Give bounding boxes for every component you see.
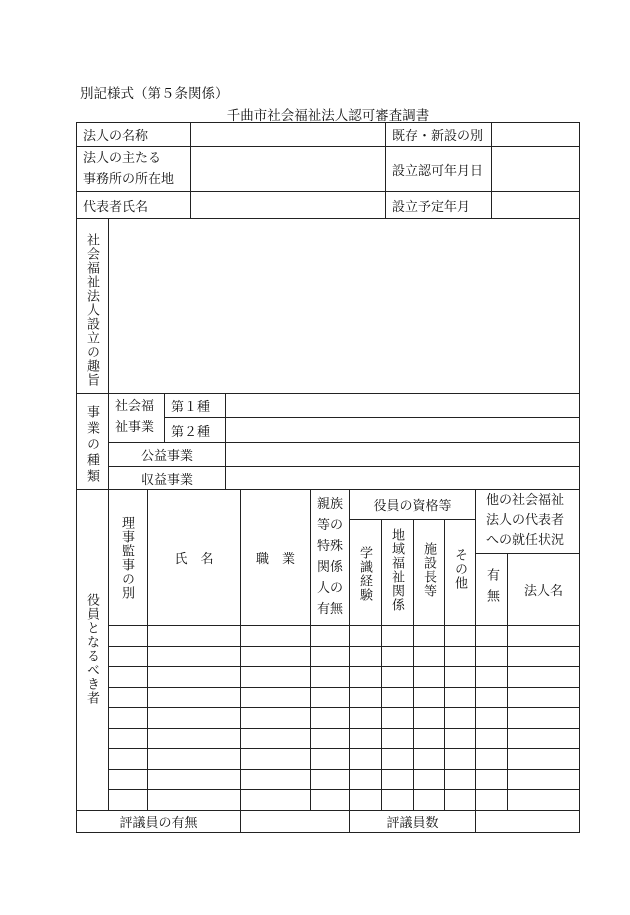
officer-cell-director[interactable]: [413, 626, 444, 646]
office-label: [77, 147, 190, 191]
type1-label: 第１種: [164, 394, 225, 418]
purpose-field[interactable]: [108, 219, 579, 393]
office-field[interactable]: [190, 147, 385, 191]
officer-cell-name[interactable]: [147, 647, 240, 667]
profit-business-field[interactable]: [225, 466, 579, 489]
officer-cell-other-yesno[interactable]: [475, 708, 507, 728]
type1-field[interactable]: [225, 394, 579, 418]
officer-cell-community[interactable]: [381, 647, 413, 667]
officer-cell-relatives[interactable]: [310, 626, 349, 646]
corp-name-label: 法人の名称: [83, 129, 149, 144]
officer-row: [108, 707, 579, 728]
officer-cell-job[interactable]: [240, 667, 310, 687]
officer-cell-role[interactable]: [108, 770, 147, 790]
officer-cell-director[interactable]: [413, 688, 444, 708]
planned-date-field[interactable]: [491, 192, 579, 218]
officer-row: [108, 625, 579, 646]
officer-cell-other-yesno[interactable]: [475, 667, 507, 687]
officer-cell-community[interactable]: [381, 667, 413, 687]
officer-cell-other-yesno[interactable]: [475, 729, 507, 749]
qual-community-header: 地域福祉関係: [381, 520, 413, 625]
officer-cell-academic[interactable]: [349, 667, 381, 687]
corp-name-field[interactable]: [190, 123, 385, 146]
other-corp-name-header: 法人名: [507, 554, 579, 625]
officer-cell-community[interactable]: [381, 770, 413, 790]
business-label: 事業の種類: [84, 405, 99, 485]
officer-cell-academic[interactable]: [349, 626, 381, 646]
existing-new-field[interactable]: [491, 123, 579, 146]
public-business-label: 公益事業: [108, 442, 225, 466]
officer-cell-role[interactable]: [108, 790, 147, 810]
officer-cell-other-yesno[interactable]: [475, 749, 507, 769]
officer-cell-name[interactable]: [147, 626, 240, 646]
approval-date-field[interactable]: [491, 147, 579, 191]
officer-cell-academic[interactable]: [349, 688, 381, 708]
other-corp-header: 他の社会福祉 法人の代表者 への就任状況: [475, 490, 579, 554]
officer-cell-other-corp[interactable]: [507, 749, 579, 769]
form-note: 別記様式（第５条関係）: [80, 86, 229, 102]
officer-cell-role[interactable]: [108, 688, 147, 708]
officer-cell-other-corp[interactable]: [507, 770, 579, 790]
officer-row: [108, 789, 579, 810]
officer-cell-role[interactable]: [108, 667, 147, 687]
councilor-count-label: 評議員数: [349, 811, 475, 832]
officer-cell-relatives[interactable]: [310, 688, 349, 708]
officer-row: [108, 687, 579, 708]
councilors-label: 評議員の有無: [119, 816, 198, 831]
officer-cell-director[interactable]: [413, 729, 444, 749]
officer-cell-director[interactable]: [413, 770, 444, 790]
type2-field[interactable]: [225, 418, 579, 442]
officer-cell-community[interactable]: [381, 749, 413, 769]
officer-cell-name[interactable]: [147, 688, 240, 708]
col-relatives-header: 親族 等の 特殊 関係 人の 有無: [310, 490, 349, 625]
officer-cell-other[interactable]: [444, 749, 475, 769]
officer-cell-relatives[interactable]: [310, 729, 349, 749]
col-job-header: 職 業: [240, 490, 310, 625]
officer-row: [108, 769, 579, 790]
officer-cell-other[interactable]: [444, 626, 475, 646]
officer-cell-community[interactable]: [381, 688, 413, 708]
officer-cell-job[interactable]: [240, 626, 310, 646]
type2-label: 第２種: [164, 418, 225, 442]
officer-cell-role[interactable]: [108, 708, 147, 728]
officer-cell-name[interactable]: [147, 729, 240, 749]
officer-cell-other-yesno[interactable]: [475, 647, 507, 667]
officer-cell-other-yesno[interactable]: [475, 688, 507, 708]
officer-cell-other-yesno[interactable]: [475, 790, 507, 810]
rep-label: 代表者氏名: [83, 199, 149, 215]
officer-cell-other-yesno[interactable]: [475, 626, 507, 646]
officer-cell-job[interactable]: [240, 688, 310, 708]
officer-cell-job[interactable]: [240, 708, 310, 728]
officer-cell-academic[interactable]: [349, 790, 381, 810]
officer-cell-name[interactable]: [147, 708, 240, 728]
review-sheet: [76, 122, 580, 833]
office-label-line-1: 法人の主たる: [83, 151, 162, 166]
welfare-business-label: 社会福 祉事業: [108, 394, 164, 442]
officer-cell-director[interactable]: [413, 647, 444, 667]
councilor-count-field[interactable]: [475, 811, 579, 832]
officer-cell-director[interactable]: [413, 790, 444, 810]
officer-row: [108, 728, 579, 749]
officer-cell-other[interactable]: [444, 688, 475, 708]
officer-cell-academic[interactable]: [349, 729, 381, 749]
councilors-field[interactable]: [240, 811, 349, 832]
officer-row: [108, 666, 579, 687]
officer-cell-job[interactable]: [240, 770, 310, 790]
officer-cell-community[interactable]: [381, 790, 413, 810]
officer-row: [108, 646, 579, 667]
officer-cell-director[interactable]: [413, 749, 444, 769]
officer-cell-other-corp[interactable]: [507, 667, 579, 687]
officer-cell-other[interactable]: [444, 667, 475, 687]
officer-cell-academic[interactable]: [349, 647, 381, 667]
officer-cell-other-corp[interactable]: [507, 626, 579, 646]
officer-row: [108, 748, 579, 769]
officer-cell-relatives[interactable]: [310, 770, 349, 790]
officer-cell-name[interactable]: [147, 790, 240, 810]
officer-cell-other-corp[interactable]: [507, 790, 579, 810]
col-role-header: 理事監事の別: [108, 490, 147, 625]
officer-cell-academic[interactable]: [349, 749, 381, 769]
officer-cell-community[interactable]: [381, 626, 413, 646]
existing-new-label: 既存・新設の別: [385, 123, 491, 146]
officer-cell-community[interactable]: [381, 729, 413, 749]
officer-cell-relatives[interactable]: [310, 708, 349, 728]
rep-field[interactable]: [190, 192, 385, 218]
officer-cell-other-yesno[interactable]: [475, 770, 507, 790]
officer-cell-relatives[interactable]: [310, 667, 349, 687]
officer-cell-other[interactable]: [444, 647, 475, 667]
officer-grid: [108, 625, 579, 810]
officer-cell-name[interactable]: [147, 749, 240, 769]
col-name-header: 氏 名: [147, 490, 240, 625]
officer-cell-other[interactable]: [444, 790, 475, 810]
officer-cell-other-corp[interactable]: [507, 647, 579, 667]
officer-cell-role[interactable]: [108, 626, 147, 646]
row-representative: [76, 191, 580, 219]
officer-cell-other-corp[interactable]: [507, 688, 579, 708]
officer-cell-job[interactable]: [240, 749, 310, 769]
row-purpose: [76, 218, 580, 394]
officer-cell-academic[interactable]: [349, 770, 381, 790]
other-yesno-header: 有無: [475, 554, 507, 625]
officer-cell-role[interactable]: [108, 729, 147, 749]
officer-cell-role[interactable]: [108, 749, 147, 769]
officer-cell-other-corp[interactable]: [507, 729, 579, 749]
qual-academic-header: 学識経験: [349, 520, 381, 625]
officer-cell-role[interactable]: [108, 647, 147, 667]
planned-date-label: 設立予定年月: [385, 192, 491, 218]
public-business-field[interactable]: [225, 442, 579, 466]
profit-business-label: 収益事業: [108, 466, 225, 489]
qualifications-header: 役員の資格等: [349, 490, 475, 520]
purpose-label: 社会福祉法人設立の趣旨: [84, 233, 99, 387]
officer-cell-relatives[interactable]: [310, 749, 349, 769]
officer-cell-other[interactable]: [444, 729, 475, 749]
officer-cell-job[interactable]: [240, 790, 310, 810]
approval-date-label: 設立認可年月日: [385, 147, 491, 191]
officer-cell-other[interactable]: [444, 708, 475, 728]
officer-cell-job[interactable]: [240, 647, 310, 667]
row-officers: [76, 489, 580, 811]
officer-cell-relatives[interactable]: [310, 647, 349, 667]
officers-label: 役員となるべき者: [84, 593, 99, 705]
form-title: 千曲市社会福祉法人認可審査調書: [226, 108, 430, 124]
row-office: [76, 146, 580, 192]
officer-cell-relatives[interactable]: [310, 790, 349, 810]
row-councilors: [76, 810, 580, 833]
officer-cell-academic[interactable]: [349, 708, 381, 728]
officer-cell-director[interactable]: [413, 667, 444, 687]
row-corp-name: [76, 122, 580, 147]
officer-cell-other-corp[interactable]: [507, 708, 579, 728]
qual-other-header: その他: [444, 520, 475, 625]
row-business: [76, 393, 580, 490]
qual-director-header: 施設長等: [413, 520, 444, 625]
office-label-line-2: 事務所の所在地: [83, 172, 175, 187]
officer-cell-director[interactable]: [413, 708, 444, 728]
officer-cell-name[interactable]: [147, 770, 240, 790]
officer-cell-other[interactable]: [444, 770, 475, 790]
officer-cell-job[interactable]: [240, 729, 310, 749]
officer-cell-community[interactable]: [381, 708, 413, 728]
officer-cell-name[interactable]: [147, 667, 240, 687]
